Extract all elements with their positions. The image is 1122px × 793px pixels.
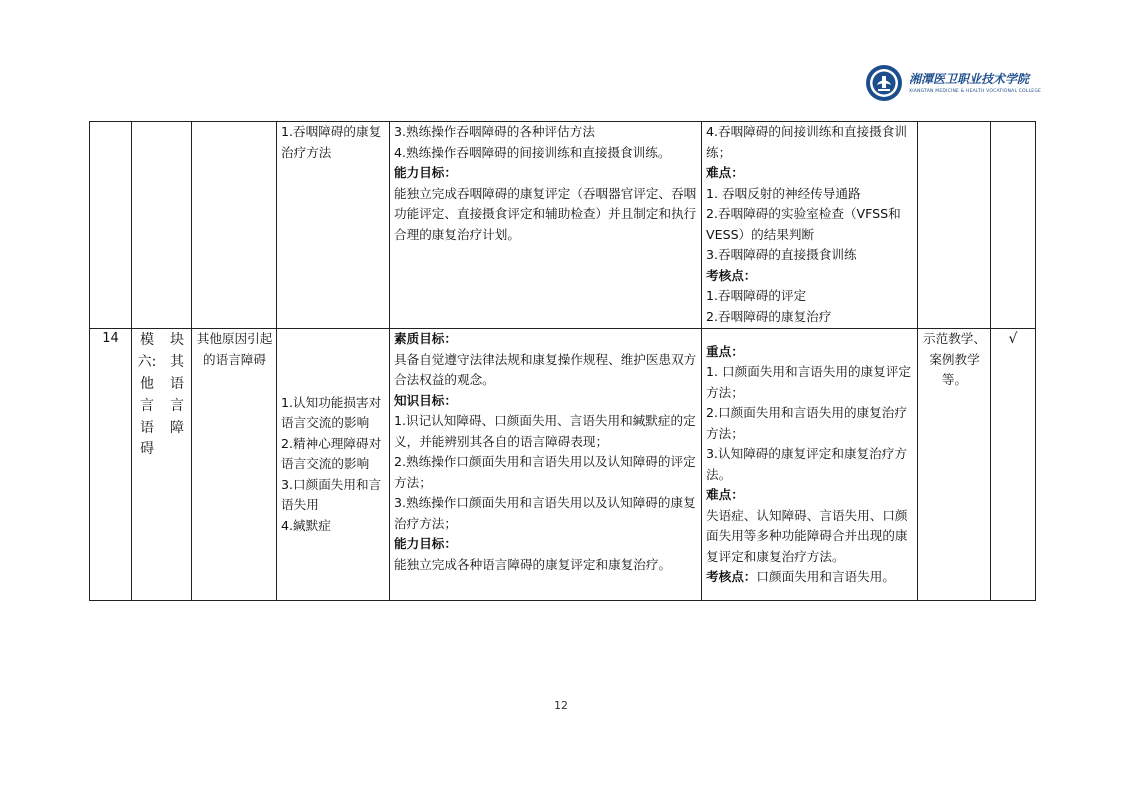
college-seal-icon [865, 64, 903, 102]
module-char: 言 [140, 397, 154, 414]
module-char: 言 [170, 397, 184, 414]
module-char: 其 [170, 353, 184, 370]
cell-number: 14 [90, 329, 132, 601]
cell-keypoints [702, 329, 918, 601]
keypoint-heading: 重点： [706, 343, 744, 359]
module-char: 障 [170, 419, 184, 436]
module-char: 他 [140, 375, 154, 392]
keypoint-line: 4.吞咽障碍的间接训练和直接摄食训练； [706, 124, 907, 160]
objective-line: 3.熟练操作口颜面失用和言语失用以及认知障碍的康复治疗方法； [394, 495, 696, 531]
module-char [162, 439, 192, 460]
college-logo [865, 64, 1045, 106]
module-char: 六: [137, 353, 157, 370]
module-char: 语 [140, 419, 154, 436]
cell-mark: √ [991, 329, 1036, 601]
point-item: 4.緘默症 [281, 517, 331, 533]
page-number: 12 [554, 699, 568, 712]
cell-mark [991, 122, 1036, 329]
point-item: 2.精神心理障碍对语言交流的影响 [281, 435, 382, 472]
objective-line: 4.熟练操作吞咽障碍的间接训练和直接摄食训练。 [394, 144, 671, 160]
objective-line: 1.识记认知障碍、口颜面失用、言语失用和緘默症的定义，并能辨别其各自的语言障碍表现； [394, 413, 696, 449]
module-char: 碍 [140, 441, 154, 457]
college-name-en: XIANGTAN MEDICINE & HEALTH VOCATIONAL COLLEGE [909, 89, 1042, 94]
cell-topic [192, 122, 277, 329]
cell-module [132, 122, 192, 329]
table-row [90, 122, 1036, 329]
objective-line: 能独立完成吞咽障碍的康复评定（吞咽器官评定、吞咽功能评定、直接摄食评定和辅助检查）并且制定和执行合理的康复治疗计划。 [394, 185, 697, 242]
keypoint-heading: 考核点： [706, 569, 757, 584]
module-char: 块 [170, 331, 184, 348]
keypoint-line: 口颜面失用和言语失用。 [756, 569, 895, 584]
keypoint-line: 1.吞咽障碍的评定 [706, 288, 807, 303]
cell-objectives [390, 329, 702, 601]
keypoint-line: 2.吞咽障碍的实验室检查（VFSS和VESS）的结果判断 [706, 206, 901, 242]
point-item: 3.口颜面失用和言语失用 [281, 476, 382, 513]
module-char: 模 [140, 331, 154, 348]
keypoint-line: 2.口颜面失用和言语失用的康复治疗方法； [706, 405, 907, 441]
module-title [132, 329, 192, 460]
keypoint-line: 失语症、认知障碍、言语失用、口颜面失用等多种功能障碍合并出现的康复评定和康复治疗方法。 [706, 507, 908, 564]
keypoint-line: 1. 吞咽反射的神经传导通路 [706, 185, 861, 201]
table-row [90, 329, 1036, 601]
keypoint-heading: 考核点： [706, 267, 757, 283]
point-item: 1.吞咽障碍的康复治疗方法 [281, 124, 382, 160]
cell-topic: 其他原因引起的语言障碍 [192, 329, 277, 601]
cell-method: 示范教学、案例教学等。 [918, 329, 991, 601]
course-table [89, 121, 1036, 601]
cell-points [277, 122, 390, 329]
keypoint-line: 2.吞咽障碍的康复治疗 [706, 308, 832, 324]
keypoint-line: 1. 口颜面失用和言语失用的康复评定方法； [706, 364, 911, 400]
objective-heading: 能力目标： [394, 165, 457, 180]
keypoint-assessment [706, 567, 914, 588]
objective-line: 2.熟练操作口颜面失用和言语失用以及认知障碍的评定方法； [394, 454, 696, 490]
cell-module [132, 329, 192, 601]
cell-objectives [390, 122, 702, 329]
objective-line: 3.熟练操作吞咽障碍的各种评估方法 [394, 124, 595, 139]
cell-number [90, 122, 132, 329]
keypoint-line: 3.吞咽障碍的直接摄食训练 [706, 247, 857, 262]
objective-heading: 知识目标： [394, 392, 457, 408]
cell-method [918, 122, 991, 329]
keypoint-heading: 难点： [706, 487, 744, 502]
keypoint-line: 3.认知障碍的康复评定和康复治疗方法。 [706, 446, 907, 482]
objective-line: 具备自觉遵守法律法规和康复操作规程、维护医患双方合法权益的观念。 [394, 351, 697, 387]
keypoint-heading: 难点： [706, 165, 744, 180]
objective-line: 能独立完成各种语言障碍的康复评定和康复治疗。 [394, 556, 672, 572]
college-name-cn: 湘潭医卫职业技术学院 [909, 72, 1030, 86]
cell-keypoints [702, 122, 918, 329]
objective-heading: 素质目标： [394, 331, 457, 346]
objective-heading: 能力目标： [394, 536, 457, 551]
cell-points [277, 329, 390, 601]
point-item: 1.认知功能损害对语言交流的影响 [281, 394, 382, 431]
module-char: 语 [170, 375, 184, 392]
